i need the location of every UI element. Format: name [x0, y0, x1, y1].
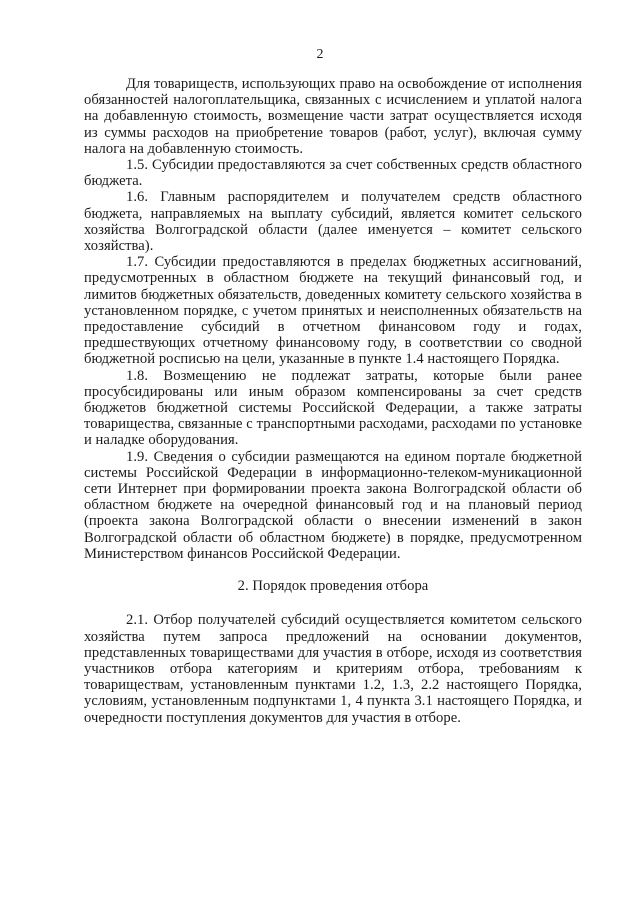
paragraph-vat-exemption: Для товариществ, использующих право на освобождение от исполнения обязанностей налогоплательщика, связанных с исчислением и уплатой налога на добавленную стоимость, возмещение части затрат осуществляется исходя из суммы расходов на приобретение товаров (работ, услуг), включая сумму налога на добавленную стоимость. [84, 76, 582, 157]
paragraph-1-8: 1.8. Возмещению не подлежат затраты, которые были ранее просубсидированы или иным образом компенсированы за счет средств бюджетов бюджетной системы Российской Федерации, а также затраты товарищества, связанные с транспортными расходами, расходами по установке и наладке оборудования. [84, 367, 582, 449]
section-heading: 2. Порядок проведения отбора [237, 578, 429, 595]
document-body [84, 76, 582, 726]
paragraph-1-7: 1.7. Субсидии предоставляются в пределах бюджетных ассигнований, предусмотренных в областном бюджете на текущий финансовый год, и лимитов бюджетных обязательств, доведенных комитету сельского хозяйства в установленном порядке, с учетом принятых и неисполненных обязательств на предоставление субсидий в отчетном финансовом году и годах, предшествующих отчетному финансовому году, в соответствии со сводной бюджетной росписью на цели, указанные в пункте 1.4 настоящего Порядка. [84, 254, 582, 368]
paragraph-1-6: 1.6. Главным распорядителем и получателем средств областного бюджета, направляемых на выплату субсидий, является комитет сельского хозяйства Волгоградской области (далее именуется – комитет сельского хозяйства). [84, 189, 582, 255]
paragraph-1-9: 1.9. Сведения о субсидии размещаются на едином портале бюджетной системы Российской Федерации в информационно-телеком-муникационной сети Интернет при формировании проекта закона Волгоградской области об областном бюджете на очередной финансовый год и на плановый период (проекта закона Волгоградской области о внесении изменений в закон Волгоградской области об областном бюджете) в порядке, предусмотренном Министерством финансов Российской Федерации. [84, 448, 582, 562]
page-number: 2 [316, 47, 324, 62]
paragraph-2-1: 2.1. Отбор получателей субсидий осуществляется комитетом сельского хозяйства путем запроса предложений на основании документов, представленных товариществами для участия в отборе, исходя из соответствия участников отбора категориям и критериям отбора, требованиям к товариществам, установленным пунктами 1.2, 1.3, 2.2 настоящего Порядка, условиям, установленным подпунктами 1, 4 пункта 3.1 настоящего Порядка, и очередности поступления документов для участия в отборе. [84, 612, 582, 726]
paragraph-1-5: 1.5. Субсидии предоставляются за счет собственных средств областного бюджета. [84, 157, 582, 190]
